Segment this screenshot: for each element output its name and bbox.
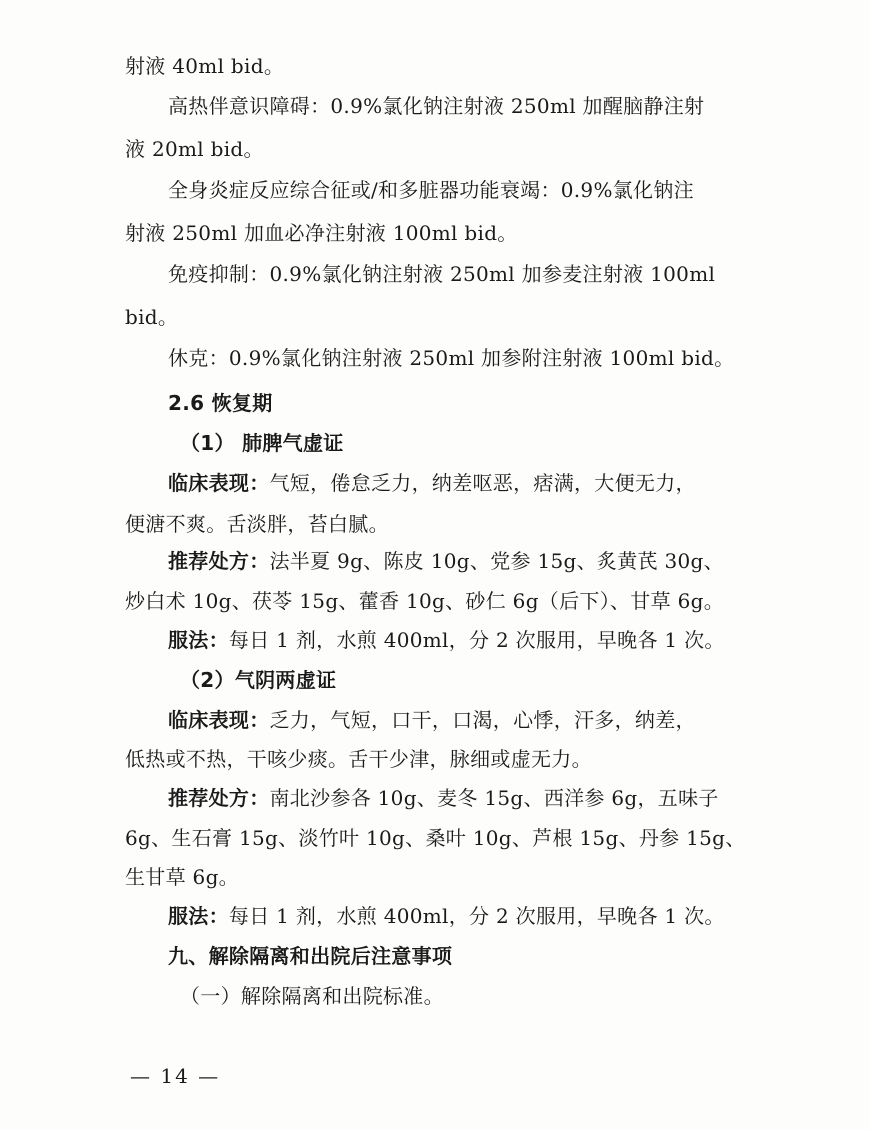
text-line: （一）解除隔离和出院标准。 bbox=[180, 984, 444, 1008]
text-line: bid。 bbox=[125, 305, 179, 329]
text-line bbox=[168, 706, 788, 734]
text-line: 便溏不爽。舌淡胖，苔白腻。 bbox=[125, 512, 389, 536]
text-line bbox=[168, 902, 788, 930]
text-line: 休克：0.9%氯化钠注射液 250ml 加参附注射液 100ml bid。 bbox=[168, 346, 735, 370]
text-line bbox=[168, 469, 788, 497]
chapter-heading: 九、解除隔离和出院后注意事项 bbox=[168, 944, 453, 968]
text-line: 射液 40ml bid。 bbox=[125, 54, 285, 78]
text-line: 免疫抑制：0.9%氯化钠注射液 250ml 加参麦注射液 100ml bbox=[168, 262, 716, 286]
text-line: 射液 250ml 加血必净注射液 100ml bid。 bbox=[125, 221, 518, 245]
field-label: 临床表现： bbox=[168, 471, 270, 495]
field-text: 乏力，气短，口干，口渴，心悸，汗多，纳差， bbox=[269, 708, 696, 732]
text-line: 6g、生石膏 15g、淡竹叶 10g、桑叶 10g、芦根 15g、丹参 15g、 bbox=[125, 826, 746, 850]
field-label: 服法： bbox=[168, 628, 229, 652]
text-line: 高热伴意识障碍：0.9%氯化钠注射液 250ml 加醒脑静注射 bbox=[168, 94, 705, 118]
section-heading: 2.6 恢复期 bbox=[168, 391, 273, 415]
text-line bbox=[168, 547, 788, 575]
field-text: 每日 1 剂，水煎 400ml，分 2 次服用，早晚各 1 次。 bbox=[228, 628, 725, 652]
subsection-heading: （1） 肺脾气虚证 bbox=[180, 431, 344, 455]
field-label: 服法： bbox=[168, 904, 229, 928]
text-line: 全身炎症反应综合征或/和多脏器功能衰竭：0.9%氯化钠注 bbox=[168, 178, 694, 202]
field-label: 临床表现： bbox=[168, 708, 270, 732]
field-text: 南北沙参各 10g、麦冬 15g、西洋参 6g，五味子 bbox=[269, 786, 719, 810]
page-number: — 14 — bbox=[130, 1064, 221, 1088]
field-text: 气短，倦怠乏力，纳差呕恶，痞满，大便无力， bbox=[269, 471, 696, 495]
field-label: 推荐处方： bbox=[168, 549, 270, 573]
text-line bbox=[168, 626, 788, 654]
field-label: 推荐处方： bbox=[168, 786, 270, 810]
text-line: 炒白术 10g、茯苓 15g、藿香 10g、砂仁 6g（后下）、甘草 6g。 bbox=[125, 589, 724, 613]
field-text: 每日 1 剂，水煎 400ml，分 2 次服用，早晚各 1 次。 bbox=[228, 904, 725, 928]
text-line: 生甘草 6g。 bbox=[125, 865, 239, 889]
subsection-heading: （2）气阴两虚证 bbox=[180, 668, 337, 692]
text-line bbox=[168, 784, 788, 812]
field-text: 法半夏 9g、陈皮 10g、党参 15g、炙黄芪 30g、 bbox=[269, 549, 724, 573]
text-line: 液 20ml bid。 bbox=[125, 137, 264, 161]
text-line: 低热或不热，干咳少痰。舌干少津，脉细或虚无力。 bbox=[125, 747, 592, 771]
